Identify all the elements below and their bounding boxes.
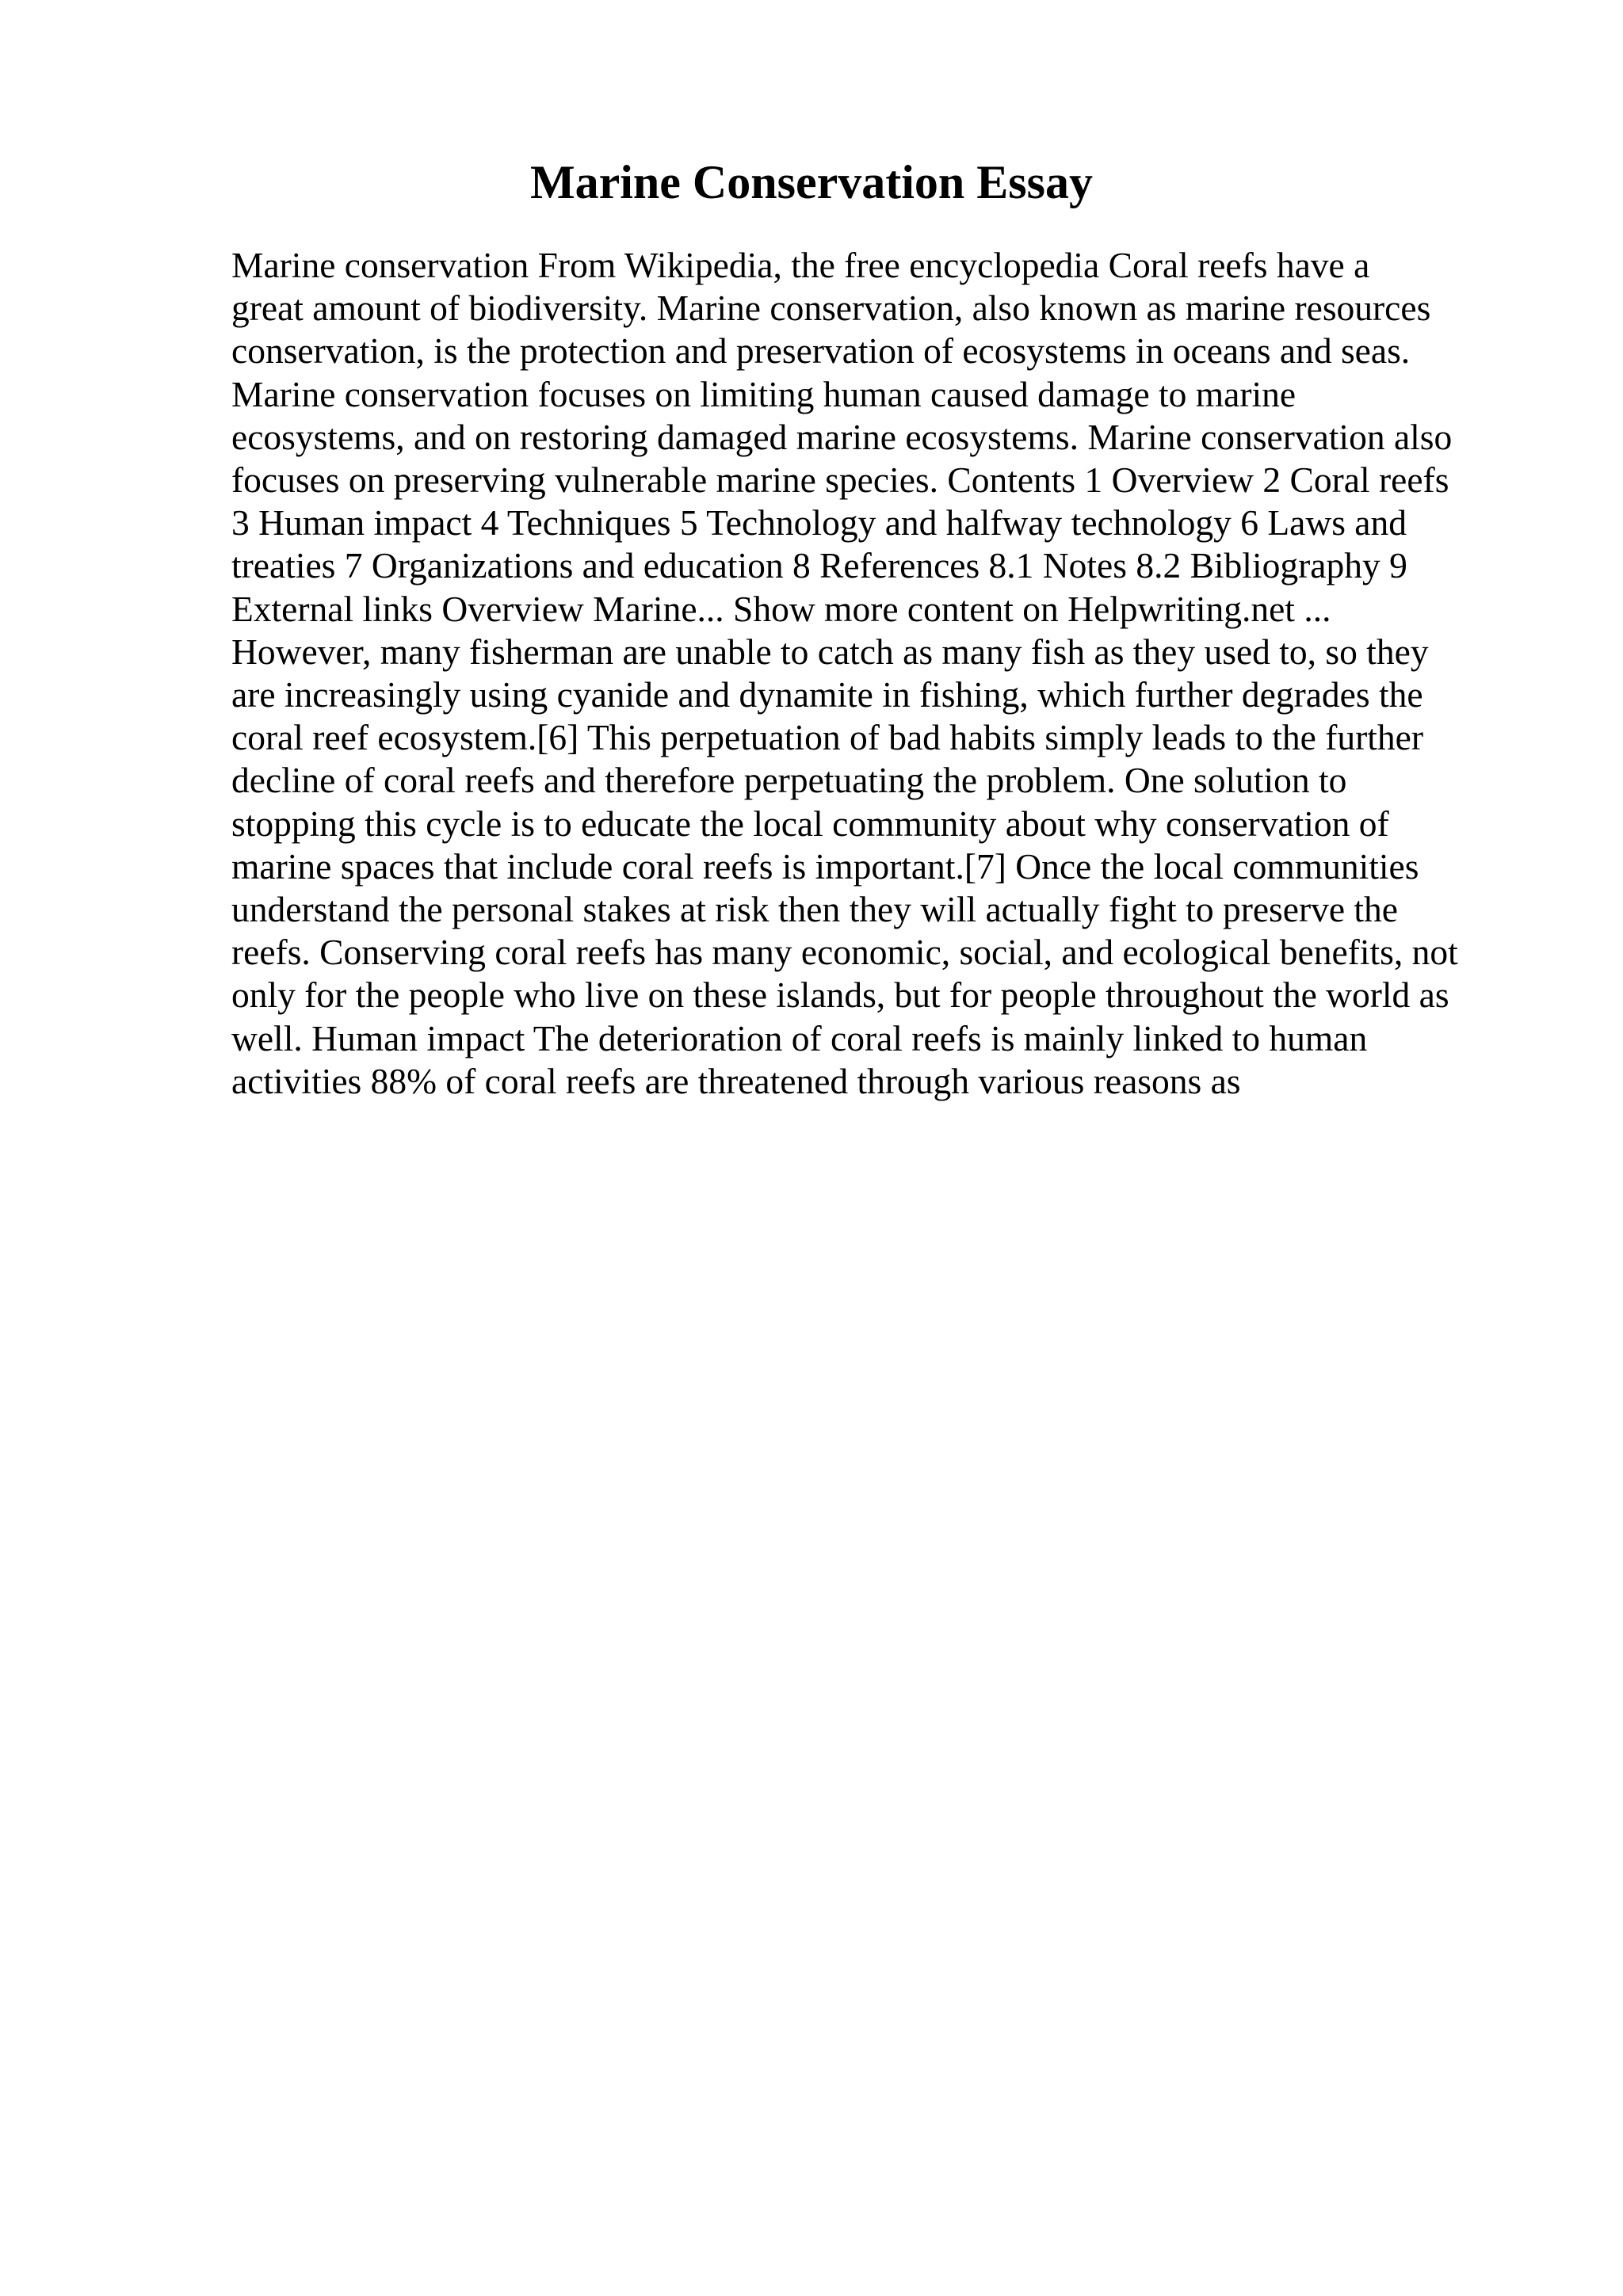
text-line: reefs. Conserving coral reefs has many economic, social, and ecological benefits, not [231, 932, 1458, 973]
text-line: decline of coral reefs and therefore perpetuating the problem. One solution to [231, 760, 1347, 801]
text-line: Marine conservation From Wikipedia, the free encyclopedia Coral reefs have a [231, 245, 1370, 285]
text-line: treaties 7 Organizations and education 8 References 8.1 Notes 8.2 Bibliography 9 [231, 545, 1407, 586]
text-line: activities 88% of coral reefs are threatened through various reasons as [231, 1060, 1241, 1101]
text-line: Marine conservation focuses on limiting human caused damage to marine [231, 373, 1296, 414]
essay-body [231, 244, 1499, 1103]
document-title: Marine Conservation Essay [530, 156, 1093, 208]
text-line: focuses on preserving vulnerable marine species. Contents 1 Overview 2 Coral reefs [231, 460, 1449, 501]
text-line: are increasingly using cyanide and dynamite in fishing, which further degrades the [231, 674, 1423, 715]
text-line: marine spaces that include coral reefs is important.[7] Once the local communities [231, 845, 1419, 887]
text-line: External links Overview Marine... Show more content on Helpwriting.net ... [231, 588, 1331, 629]
text-line: only for the people who live on these islands, but for people throughout the world as [231, 974, 1449, 1016]
text-line: However, many fisherman are unable to catch as many fish as they used to, so they [231, 631, 1429, 672]
text-line: stopping this cycle is to educate the local community about why conservation of [231, 803, 1389, 844]
text-line: ecosystems, and on restoring damaged marine ecosystems. Marine conservation also [231, 416, 1453, 457]
text-line: great amount of biodiversity. Marine conservation, also known as marine resources [231, 288, 1431, 329]
text-line: 3 Human impact 4 Techniques 5 Technology and halfway technology 6 Laws and [231, 502, 1407, 543]
text-line: well. Human impact The deterioration of coral reefs is mainly linked to human [231, 1017, 1368, 1058]
text-line: understand the personal stakes at risk then they will actually fight to preserve the [231, 889, 1398, 930]
text-line: coral reef ecosystem.[6] This perpetuation of bad habits simply leads to the further [231, 717, 1423, 758]
text-line: conservation, is the protection and preservation of ecosystems in oceans and seas. [231, 330, 1411, 372]
